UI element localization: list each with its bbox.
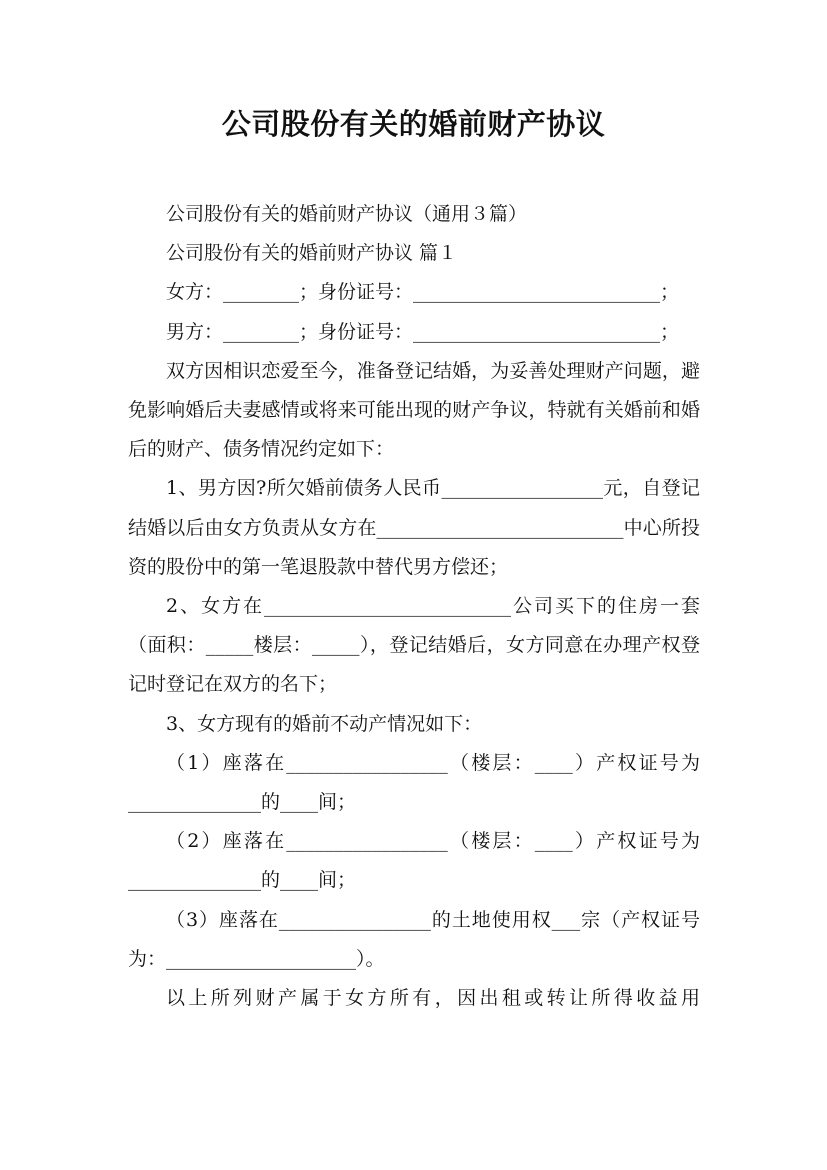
paragraph-preamble: 双方因相识恋爱至今，准备登记结婚，为妥善处理财产问题，避免影响婚后夫妻感情或将来可能出现的财产争议，特就有关婚前和婚后的财产、债务情况约定如下： — [128, 359, 700, 461]
paragraph-item-2: （2）座落在_________________（楼层：____）产权证号为______________的____间； — [128, 830, 700, 892]
document-title: 公司股份有关的婚前财产协议 — [221, 107, 606, 141]
paragraph-female-party: 女方：________；身份证号：__________________________； — [166, 281, 680, 304]
paragraph-item-1: （1）座落在_________________（楼层：____）产权证号为______________的____间； — [128, 751, 700, 814]
paragraph-property-statement: 以上所列财产属于女方所有，因出租或转让所得收益用 — [166, 987, 700, 1010]
paragraph-section-heading: 公司股份有关的婚前财产协议 篇１ — [166, 242, 458, 265]
paragraph-clause-1: 1、男方因?所欠婚前债务人民币_________________元，自登记结婚以后由女方负责从女方在__________________________中心所投资的股份中的第一笔退股款中替代男方偿还； — [128, 477, 700, 578]
document-body — [128, 195, 700, 1018]
paragraph-item-3: （3）座落在________________的土地使用权___宗（产权证号为：____________________）。 — [128, 908, 700, 970]
paragraph-subtitle: 公司股份有关的婚前财产协议（通用３篇） — [166, 203, 528, 225]
paragraph-male-party: 男方：________；身份证号：__________________________； — [166, 320, 680, 343]
paragraph-clause-3: 3、女方现有的婚前不动产情况如下： — [166, 712, 483, 735]
paragraph-clause-2: 2、女方在__________________________公司买下的住房一套（面积：_____楼层：_____），登记结婚后，女方同意在办理产权登记时登记在双方的名下； — [128, 595, 700, 696]
